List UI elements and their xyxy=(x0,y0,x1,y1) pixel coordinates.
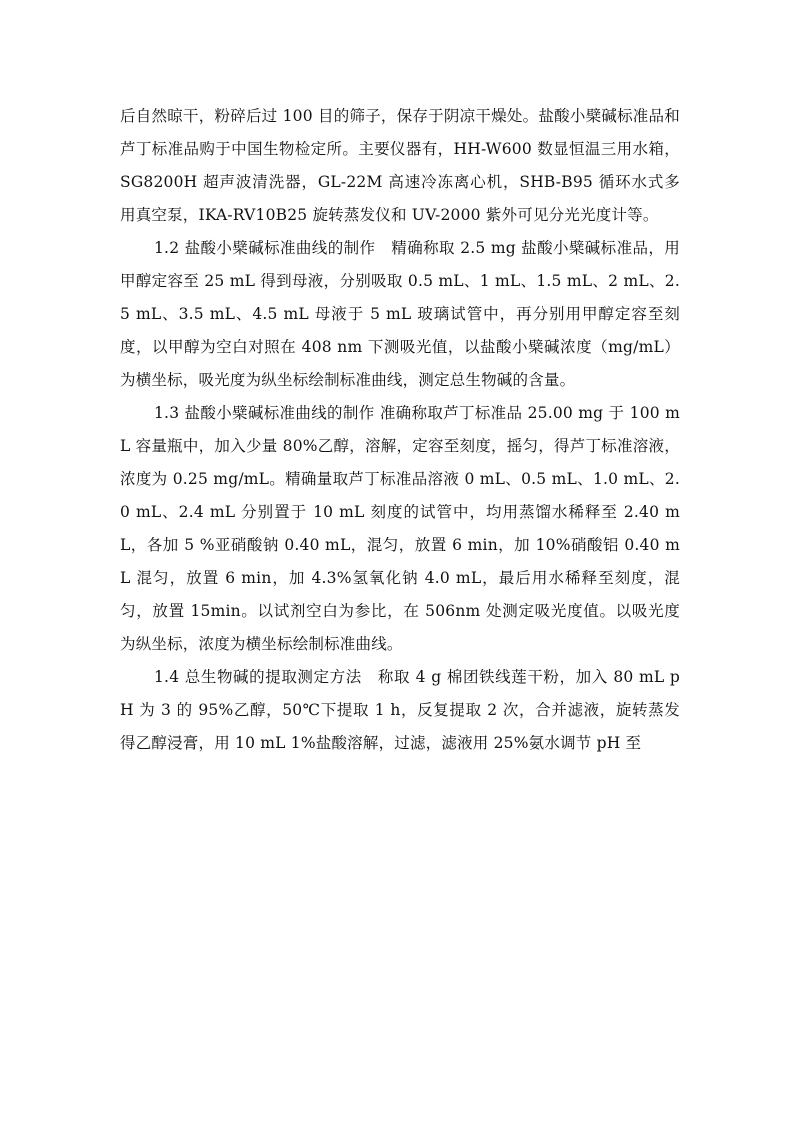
paragraph-section-1-3: 1.3 盐酸小檗碱标准曲线的制作 准确称取芦丁标准品 25.00 mg 于 100 mL 容量瓶中，加入少量 80%乙醇，溶解，定容至刻度，摇匀，得芦丁标准溶液，浓度为 0.25 mg/mL。精确量取芦丁标准品溶液 0 mL、0.5 mL、1.0 mL、2.0 mL、2.4 mL 分别置于 10 mL 刻度的试管中，均用蒸馏水稀释至 2.40 mL，各加 5 %亚硝酸钠 0.40 mL，混匀，放置 6 min，加 10%硝酸铝 0.40 mL 混匀，放置 6 min，加 4.3%氢氧化钠 4.0 mL，最后用水稀释至刻度，混匀，放置 15min。以试剂空白为参比，在 506nm 处测定吸光度值。以吸光度为纵坐标，浓度为横坐标绘制标准曲线。 xyxy=(120,404,680,653)
paragraph-materials-instruments: 后自然晾干，粉碎后过 100 目的筛子，保存于阴凉干燥处。盐酸小檗碱标准品和芦丁标准品购于中国生物检定所。主要仪器有，HH-W600 数显恒温三用水箱，SG8200H 超声波清洗器，GL-22M 高速冷冻离心机，SHB-B95 循环水式多用真空泵，IKA-RV10B25 旋转蒸发仪和 UV-2000 紫外可见分光光度计等。 xyxy=(120,107,680,224)
document-page xyxy=(120,100,680,760)
paragraph-section-1-2: 1.2 盐酸小檗碱标准曲线的制作 精确称取 2.5 mg 盐酸小檗碱标准品，用甲醇定容至 25 mL 得到母液，分别吸取 0.5 mL、1 mL、1.5 mL、2 mL、2.5 mL、3.5 mL、4.5 mL 母液于 5 mL 玻璃试管中，再分别用甲醇定容至刻度，以甲醇为空白对照在 408 nm 下测吸光值，以盐酸小檗碱浓度（mg/mL）为横坐标，吸光度为纵坐标绘制标准曲线，测定总生物碱的含量。 xyxy=(120,239,680,389)
paragraph-section-1-4: 1.4 总生物碱的提取测定方法 称取 4 g 棉团铁线莲干粉，加入 80 mL pH 为 3 的 95%乙醇，50℃下提取 1 h，反复提取 2 次，合并滤液，旋转蒸发得乙醇浸膏，用 10 mL 1%盐酸溶解，过滤，滤液用 25%氨水调节 pH 至 xyxy=(120,668,680,752)
